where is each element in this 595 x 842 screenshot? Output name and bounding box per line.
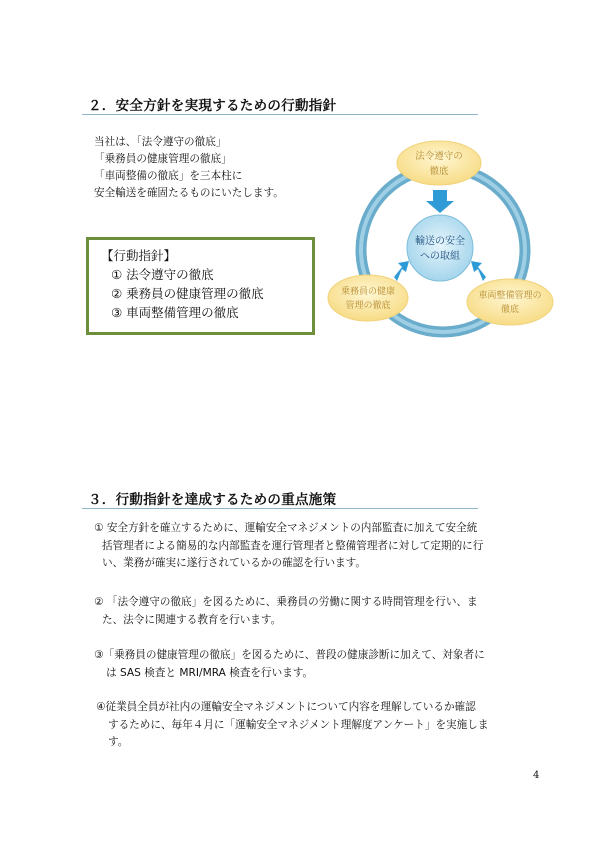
measure-line: ④従業員全員が社内の運輸安全マネジメントについて内容を理解しているか確認 (96, 701, 476, 713)
measure-line: ① 安全方針を確立するために、運輸安全マネジメントの内部監査に加えて安全統 (94, 522, 478, 534)
intro-line: 安全輸送を確固たるものにいたします。 (94, 187, 284, 199)
bubble-left-line2: 管理の徹底 (345, 301, 391, 311)
intro-text (94, 134, 284, 202)
measure-line: するために、毎年４月に「運輸安全マネジメント理解度アンケート」を実施しま (108, 718, 489, 731)
measure-line: 括管理者による簡易的な内部監査を運行管理者と整備管理者に対して定期的に行 (102, 539, 484, 552)
guideline-item: ② 乗務員の健康管理の徹底 (111, 286, 264, 301)
measure-item (94, 520, 554, 573)
arrow-down-icon (426, 190, 454, 213)
section3-rule (82, 508, 478, 509)
guideline-title: 【行動指針】 (101, 248, 177, 263)
arrow-up-right-icon (394, 261, 409, 281)
center-label-line2: への取組 (420, 251, 460, 262)
section2-heading: ２．安全方針を実現するための行動指針 (88, 98, 337, 114)
measure-item (94, 647, 554, 682)
arrow-up-left-icon (471, 261, 486, 281)
bubble-right-line2: 徹底 (500, 305, 520, 315)
bubble-left-line1: 乗務員の健康 (340, 287, 396, 297)
bubble-right (467, 279, 553, 325)
measure-line: す。 (108, 736, 129, 748)
measure-line: い、業務が確実に遂行されているかの確認を行います。 (102, 557, 366, 569)
center-label-line1: 輸送の安全 (415, 236, 465, 247)
measure-item (94, 594, 554, 629)
measure-line: ③「乗務員の健康管理の徹底」を図るために、普段の健康診断に加えて、対象者に (94, 649, 485, 661)
bubble-top (397, 141, 481, 185)
measure-line: ② 「法令遵守の徹底」を図るために、乗務員の労働に関する時間管理を行い、ま (94, 596, 478, 608)
measure-line: た、法令に関連する教育を行います。 (102, 613, 282, 626)
bubble-left (328, 275, 408, 321)
intro-line: 「乗務員の健康管理の徹底」 (94, 153, 232, 165)
guideline-box (86, 237, 315, 335)
bubble-top-line2: 徹底 (429, 166, 449, 177)
guideline-item: ① 法令遵守の徹底 (111, 267, 214, 282)
bubble-top-line1: 法令遵守の (415, 151, 463, 162)
bubble-right-line1: 車両整備管理の (478, 291, 542, 301)
center-circle (407, 215, 473, 281)
intro-line: 当社は、「法令遵守の徹底」 (94, 136, 227, 148)
section2-rule (82, 114, 478, 115)
measure-line: は SAS 検査と MRI/MRA 検査を行います。 (106, 666, 314, 679)
intro-line: 「車両整備の徹底」を三本柱に (94, 170, 243, 182)
section3-heading: ３．行動指針を達成するための重点施策 (88, 492, 337, 508)
page-number: 4 (533, 770, 540, 781)
measure-item (96, 699, 556, 752)
guideline-item: ③ 車両整備管理の徹底 (111, 305, 239, 320)
three-pillars-diagram (326, 130, 558, 352)
